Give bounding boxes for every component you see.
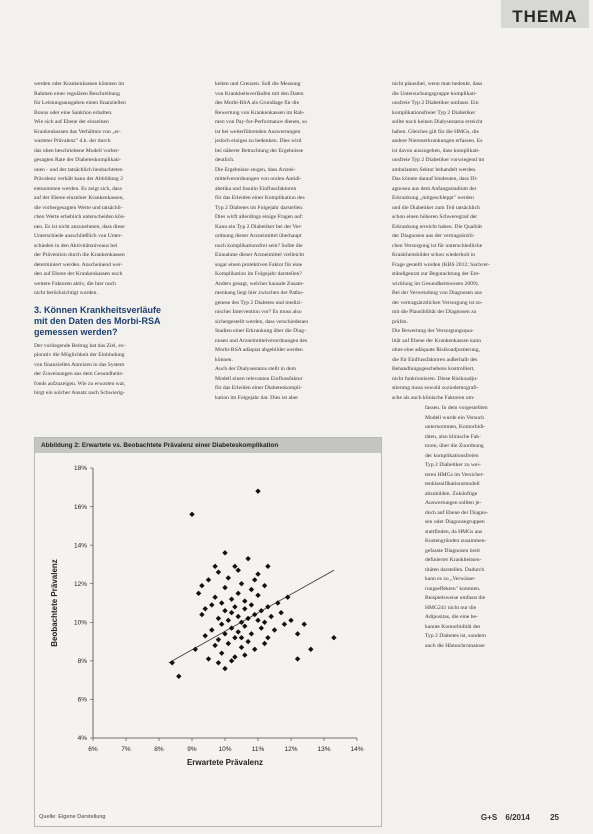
x-axis-label: Erwartete Prävalenz (186, 758, 264, 767)
text-line: rungseffekten" kommen. (425, 585, 481, 592)
x-tick-label: 8% (154, 746, 164, 753)
data-point (239, 620, 244, 625)
text-line: die vorhergesagten Werte und tatsächli- (34, 204, 123, 211)
text-line: gefasste Diagnosen breit (425, 547, 480, 554)
data-point (212, 595, 217, 600)
text-line: haben. Gleiches gilt für die HMGs, die (392, 128, 479, 135)
y-tick-label: 6% (77, 696, 87, 704)
data-point (275, 600, 280, 605)
text-line: Typ 2 Diabetes ist, sondern (425, 633, 486, 639)
text-line: plorativ die Möglichkeit der Einbindung (34, 352, 125, 358)
text-line: täten, also klinische Fak- (425, 433, 481, 440)
data-point (226, 618, 231, 623)
text-line: komplikationsfreier Typ 2 Diabetiker (392, 109, 476, 116)
text-line: weitere Faktoren aktiv, die hier noch (34, 280, 116, 287)
text-line: werden oder Krankenkassen könnten im (34, 81, 125, 87)
text-line: auch die Hämochromatose (425, 642, 485, 649)
x-tick-label: 9% (187, 746, 197, 753)
text-line: die für Einflussfaktoren außerhalb des (392, 356, 478, 363)
data-point (249, 631, 254, 636)
text-line: Kann ein Typ 2 Diabetiker bei der Ver- (215, 223, 303, 230)
data-point (262, 583, 267, 588)
middle-column (215, 80, 385, 403)
text-line: Dies wirft allerdings einige Fragen auf: (215, 214, 304, 220)
text-line: prüfen. (392, 318, 408, 325)
text-line: mittelverordnungen von oralen Antidi- (215, 176, 302, 182)
text-line: titäten darstellen. Dadurch (425, 566, 485, 573)
text-line: ambulanten Sektor behandelt werden. (392, 166, 477, 173)
text-line: der vertragsärztlichen Versorgung ist so- (392, 299, 483, 306)
data-point (219, 600, 224, 605)
text-line: genese des Typ 2 Diabetes und medizi- (215, 299, 303, 306)
text-line: ist davon auszugehen, dass komplikati- (392, 147, 480, 154)
text-line: kation im Folgejahr dar. Dies ist aber (215, 394, 299, 401)
text-line: ständigenrat zur Begutachtung der Ent- (392, 271, 480, 277)
text-line: Krankheitsbilder schon wiederholt in (392, 252, 476, 258)
data-point (203, 633, 208, 638)
y-tick-label: 18% (73, 465, 87, 473)
text-line: jedoch einiges zu bedenken. Dies wird (215, 138, 302, 144)
data-point (245, 639, 250, 644)
data-point (302, 622, 307, 627)
text-line: sen oder Diagnosegruppen (425, 519, 485, 525)
data-point (232, 564, 237, 569)
data-point (242, 606, 247, 611)
heading-line: gemessen werden? (34, 326, 118, 337)
text-line: Rahmen einer regulären Beschreibung (34, 90, 120, 97)
left-paragraph-2 (34, 342, 208, 399)
data-point (239, 581, 244, 586)
data-point (232, 604, 237, 609)
text-line: HMG241 nicht nur die (425, 604, 477, 611)
text-line: agnosen aus dem Anfangsstadium der (392, 185, 477, 192)
text-line: noch komplikationsfrei sein? Sollte die (215, 242, 303, 249)
heading-line: mit den Daten des Morbi-RSA (34, 315, 161, 326)
data-point (219, 622, 224, 627)
data-point (222, 585, 227, 590)
y-tick-label: 10% (73, 619, 87, 627)
text-line: unternommen, Komorbidi- (425, 424, 486, 430)
text-line: abetika und Insulin Einflussfaktoren (215, 185, 297, 192)
page-footer (475, 813, 559, 822)
data-point (242, 623, 247, 628)
data-point (252, 577, 257, 582)
text-line: nicht berücksichtigt wurden. (34, 290, 98, 296)
text-line: determiniert werden. Anscheinend wer- (34, 261, 123, 268)
text-line: des Morbi-RSA als Grundlage für die (215, 100, 300, 106)
left-paragraph-1 (34, 80, 208, 299)
text-line: für das Erleiden einer Diabeteskompli- (215, 385, 302, 391)
text-line: Wie sich auf Ebene der einzelnen (34, 119, 109, 125)
data-point (245, 556, 250, 561)
data-point (239, 635, 244, 640)
text-line: ordnung dieser Arzneimittel überhaupt (215, 233, 302, 239)
data-point (212, 643, 217, 648)
data-point (236, 591, 241, 596)
text-line: Bei der Verwendung von Diagnosen aus (392, 290, 482, 296)
data-point (249, 587, 254, 592)
text-line: sichergestellt werden, dass verschiedenen (215, 318, 309, 325)
data-point (216, 569, 221, 574)
text-line: fonds aufzuzeigen. Wie zu erwarten war, (34, 380, 126, 387)
text-line: warteter Prävalenz" d.h. der durch (34, 138, 111, 144)
data-point (232, 654, 237, 659)
text-line: chen Werte erheblich unterscheiden kön- (34, 214, 126, 220)
x-tick-label: 13% (317, 746, 331, 753)
data-point (295, 656, 300, 661)
data-point (272, 627, 277, 632)
text-line: deutlich. (215, 157, 235, 163)
y-tick-label: 4% (77, 735, 87, 743)
y-tick-label: 8% (77, 658, 87, 666)
text-line: stierung muss sowohl soziodemografi- (392, 385, 479, 391)
data-point (229, 658, 234, 663)
data-point (222, 550, 227, 555)
text-line: nicht funktionieren. Diese Risikoadju- (392, 375, 478, 382)
data-point (259, 625, 264, 630)
text-line: Anders gesagt, welcher kausale Zusam- (215, 280, 305, 287)
text-line: Bonus oder eine Sanktion erhalten. (34, 109, 113, 116)
data-point (236, 614, 241, 619)
data-point (255, 618, 260, 623)
data-point (308, 647, 313, 652)
data-point (262, 620, 267, 625)
text-line: fassen. In dem vorgestellten (425, 405, 488, 411)
text-line: Auch der Dialysestatus stellt in dem (215, 366, 296, 372)
text-line: Modell einen relevanten Einflussfaktor (215, 375, 303, 382)
text-line: birgt ein solcher Ansatz nach Schwierig- (34, 390, 125, 396)
x-tick-label: 14% (350, 746, 364, 753)
figure-title: Abbildung 2: Erwartete vs. Beobachtete Prävalenz einer Diabeteskomplikation (35, 438, 381, 453)
data-point (216, 616, 221, 621)
text-line: wicklung im Gesundheitswesen 2009). (392, 280, 480, 287)
section-label: THEMA (501, 0, 589, 28)
text-line: lität auf Ebene der Krankenkassen kann (392, 337, 481, 344)
text-line: tenklassifikationsmodell (425, 481, 480, 487)
figure-box (34, 437, 382, 827)
text-line: für Leistungsausgaben einen finanziellen (34, 100, 126, 106)
text-line: menhang liegt hier zwischen der Patho- (215, 290, 304, 296)
data-point (199, 583, 204, 588)
text-line: Unterschiede ausschließlich von Unter- (34, 233, 123, 239)
data-point (282, 622, 287, 627)
text-line: onen - und der tatsächlich beobachteten (34, 166, 123, 173)
text-line: schon einen höheren Schweregrad der (392, 214, 478, 220)
data-point (212, 564, 217, 569)
data-point (196, 591, 201, 596)
text-line: kann es zu „Verwässe- (425, 576, 476, 582)
text-line: ist bei weiterführenden Auswertungen (215, 128, 301, 135)
data-point (229, 596, 234, 601)
data-point (265, 564, 270, 569)
text-line: toren, über die Zuordnung (425, 443, 484, 449)
text-line: schieden in den Aktivitätsniveaus bei (34, 242, 118, 249)
text-line: kannte Komorbidität des (425, 623, 481, 630)
text-line: Morbi-RSA adäquat abgebildet werden (215, 347, 303, 353)
text-line: Adipositas, die eine be- (425, 614, 478, 620)
data-point (259, 608, 264, 613)
scatter-chart (35, 456, 381, 806)
data-point (242, 652, 247, 657)
data-point (176, 674, 181, 679)
text-line: Prävalenz verhält kann der Abbildung 2 (34, 176, 124, 182)
x-tick-label: 10% (218, 746, 232, 753)
data-point (252, 647, 257, 652)
data-point (265, 635, 270, 640)
section-heading (34, 305, 208, 338)
text-line: das oben beschriebene Modell vorher- (34, 147, 120, 154)
text-line: Krankenkassen das Verhältnis von „er- (34, 128, 121, 135)
data-point (216, 637, 221, 642)
text-line: Beispielsweise umfasst die (425, 595, 486, 601)
data-point (255, 571, 260, 576)
x-tick-label: 11% (251, 746, 265, 753)
left-column (34, 80, 208, 399)
figure-source: Quelle: Eigene Darstellung (39, 814, 106, 820)
text-line: sollte noch keinen Dialysestatus erreicht (392, 119, 483, 125)
text-line: Die Bewertung der Versorgungsqua- (392, 328, 474, 334)
text-line: Der vorliegende Beitrag hat das Ziel, ex- (34, 342, 126, 349)
data-point (222, 608, 227, 613)
text-line: der Prävention durch die Krankenkassen (34, 252, 125, 258)
data-point (269, 614, 274, 619)
data-point (226, 641, 231, 646)
text-line: sogar einen protektiven Faktor für eine (215, 261, 303, 268)
data-point (232, 635, 237, 640)
text-line: die Untersuchungsgruppe komplikati- (392, 90, 477, 97)
issue-number: 6/2014 (505, 813, 530, 822)
x-tick-label: 6% (88, 746, 98, 753)
y-tick-label: 16% (73, 503, 87, 511)
text-line: nischer Intervention vor? Es muss also (215, 309, 302, 315)
data-point (222, 666, 227, 671)
text-line: Einnahme dieser Arzneimittel vielleicht (215, 252, 305, 258)
data-point (229, 610, 234, 615)
text-line: teren HMGs im Versicher- (425, 471, 485, 478)
data-point (242, 598, 247, 603)
text-line: von finanziellen Anreizen in das System (34, 361, 125, 368)
text-line: Typ 2 Diabetiker zu wei- (425, 462, 481, 468)
journal-name: G+S (480, 813, 498, 822)
heading-line: 3. Können Krankheitsverläufe (34, 304, 162, 315)
text-line: definierter Krankheitsen- (425, 557, 482, 563)
data-point (262, 641, 267, 646)
text-line: Frage gestellt worden (KBS 2012; Sachver- (392, 261, 490, 268)
text-line: Erkrankung erreicht haben. Die Qualität (392, 223, 482, 230)
text-line: Die Ergebnisse zeigen, dass Arznei- (215, 166, 296, 173)
data-point (236, 568, 241, 573)
text-line: der komplikationsfreien (425, 452, 479, 459)
data-point (216, 660, 221, 665)
data-point (255, 488, 260, 493)
data-point (209, 627, 214, 632)
text-line: Stadien einer Erkrankung über die Diag- (215, 328, 306, 334)
data-point (245, 616, 250, 621)
text-line: Behandlungsgeschehens kontrolliert, (392, 366, 475, 372)
text-line: mit die Plausibilität der Diagnosen zu (392, 309, 477, 315)
text-line: von Krankheitsverläufen mit den Daten (215, 90, 304, 97)
data-point (331, 635, 336, 640)
x-tick-label: 7% (121, 746, 131, 753)
data-point (170, 660, 175, 665)
right-column-narrow (425, 404, 560, 651)
text-line: nicht plausibel, wenn man bedenkt, dass (392, 81, 483, 87)
text-line: keiten und Grenzen. Soll die Messung (215, 81, 301, 87)
text-line: bei näherer Betrachtung der Ergebnisse (215, 147, 304, 154)
text-line: Auswertungen sollten je- (425, 500, 482, 506)
data-point (206, 656, 211, 661)
data-point (206, 577, 211, 582)
text-line: und die Diabetiker zum Teil tatsächlich (392, 204, 480, 211)
text-line: Erkrankung „mitgeschleppt" werden (392, 195, 474, 201)
text-line: können. (215, 356, 233, 363)
text-line: stattfinden, da HMGs aus (425, 528, 483, 535)
text-line: Modell wurde ein Versuch (425, 414, 485, 421)
data-point (236, 629, 241, 634)
text-line: auf der Ebene einzelner Krankenkassen, (34, 195, 124, 201)
text-line: ohne eine adäquate Risikoadjustierung, (392, 347, 480, 353)
data-point (193, 647, 198, 652)
data-point (203, 606, 208, 611)
text-line: den auf Ebene der Krankenkassen noch (34, 271, 123, 277)
text-line: men von Pay-for-Performance dienen, so (215, 119, 307, 125)
x-tick-label: 12% (284, 746, 298, 753)
text-line: Typ 2 Diabetes im Folgejahr darstellen. (215, 204, 304, 211)
y-axis-label: Beobachtete Prävalenz (50, 559, 59, 647)
text-line: nosen und Arzneimittelverordnungen des (215, 337, 308, 344)
text-line: chen Versorgung ist für unterschiedliche (392, 242, 483, 249)
y-tick-label: 14% (73, 542, 87, 550)
text-line: nen. Es ist nicht anzunehmen, dass diese (34, 223, 125, 230)
text-line: Komplikation im Folgejahr darstellen? (215, 271, 302, 277)
text-line: abzubilden. Zukünftige (425, 490, 478, 497)
text-line: onsfreie Typ 2 Diabetiker vorwiegend im (392, 157, 485, 163)
text-line: Bewertung von Krankenkassen im Rah- (215, 109, 305, 116)
data-point (255, 593, 260, 598)
text-line: Kostengründen zusammen- (425, 538, 487, 544)
text-line: Das könnte darauf hindeuten, dass Di- (392, 176, 478, 182)
y-tick-label: 12% (73, 580, 87, 588)
text-line: entnommen werden. Es zeigt sich, dass (34, 185, 122, 192)
data-point (239, 645, 244, 650)
data-point (249, 602, 254, 607)
data-point (219, 650, 224, 655)
data-point (252, 612, 257, 617)
page-number: 25 (550, 813, 559, 822)
data-point (226, 575, 231, 580)
text-line: der Diagnosen aus der vertragsärztli- (392, 233, 475, 239)
data-point (295, 631, 300, 636)
text-line: gesagten Rate der Diabeteskomplikati- (34, 157, 121, 163)
data-point (209, 602, 214, 607)
text-line: der Zuweisungen aus dem Gesundheits- (34, 371, 124, 377)
data-point (189, 512, 194, 517)
text-line: onsfreie Typ 2 Diabetiker umfasst. Ein (392, 100, 479, 106)
text-line: für das Erleiden einer Komplikation des (215, 195, 305, 201)
text-line: andere Nierenerkrankungen erfassen. Es (392, 138, 483, 144)
data-point (199, 612, 204, 617)
right-column (392, 80, 562, 403)
data-point (288, 618, 293, 623)
text-line: sche als auch klinische Faktoren um- (392, 394, 475, 401)
text-line: doch auf Ebene der Diagno- (425, 509, 489, 516)
data-point (278, 610, 283, 615)
